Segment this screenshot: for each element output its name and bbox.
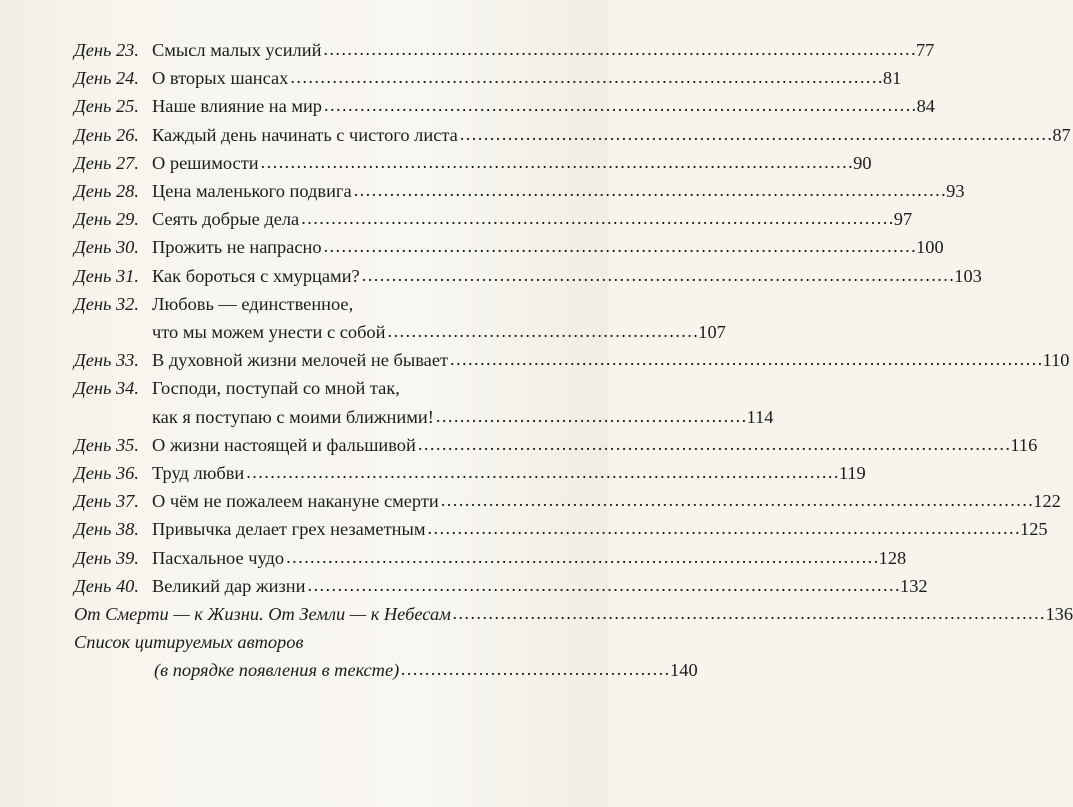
entry-page: 132 bbox=[900, 575, 928, 596]
entry-page: 107 bbox=[698, 322, 726, 343]
toc-entry-day-29 bbox=[74, 205, 913, 233]
entry-title: О решимости bbox=[152, 152, 259, 173]
entry-title: Как бороться с хмурцами? bbox=[152, 265, 360, 286]
toc-entry-day-40 bbox=[74, 572, 928, 600]
leader-dots bbox=[427, 514, 1018, 542]
entry-label: День 28. bbox=[74, 181, 139, 202]
leader-dots bbox=[323, 35, 914, 63]
entry-title: Наше влияние на мир bbox=[152, 96, 323, 117]
leader-dots bbox=[460, 120, 1051, 148]
leader-dots bbox=[441, 486, 1032, 514]
toc-entry-day-26 bbox=[74, 121, 1071, 149]
leader-dots bbox=[362, 261, 953, 289]
entry-page: 114 bbox=[746, 406, 774, 427]
entry-page: 93 bbox=[946, 181, 965, 202]
entry-label: День 33. bbox=[74, 350, 139, 371]
toc-entry-day-36 bbox=[74, 459, 866, 487]
leader-dots bbox=[286, 543, 877, 571]
entry-page: 77 bbox=[915, 40, 935, 60]
entry-page: 87 bbox=[1052, 124, 1071, 145]
toc-entry-appendix bbox=[74, 628, 698, 684]
closing-title: От Смерти — к Жизни. От Земли — к Небесам bbox=[74, 604, 451, 625]
toc-entry-day-32 bbox=[74, 290, 726, 346]
entry-page: 116 bbox=[1010, 434, 1038, 455]
toc-entry-day-27 bbox=[74, 149, 872, 177]
toc-entry-day-35 bbox=[74, 431, 1038, 459]
leader-dots bbox=[301, 204, 892, 232]
entry-title: О жизни настоящей и фальшивой bbox=[152, 434, 416, 455]
entry-label: День 36. bbox=[74, 463, 139, 484]
entry-title-line1: Господи, поступай со мной так, bbox=[152, 378, 400, 399]
entry-label: День 38. bbox=[74, 519, 139, 540]
entry-label: День 27. bbox=[74, 152, 139, 173]
entry-label: День 23. bbox=[74, 40, 139, 60]
entry-label: День 39. bbox=[74, 547, 139, 568]
entry-label: День 40. bbox=[74, 575, 139, 596]
entry-label: День 31. bbox=[74, 265, 139, 286]
table-of-contents bbox=[74, 36, 1073, 685]
entry-page: 84 bbox=[916, 96, 935, 117]
leader-dots bbox=[354, 176, 945, 204]
entry-title-line2: что мы можем унести с собой bbox=[152, 322, 386, 343]
leader-dots bbox=[261, 148, 852, 176]
entry-label: День 32. bbox=[74, 293, 139, 314]
leader-dots bbox=[401, 655, 668, 683]
entry-page: 128 bbox=[878, 547, 907, 568]
appendix-page: 140 bbox=[670, 660, 698, 681]
entry-title-line2: как я поступаю с моими ближними! bbox=[152, 406, 434, 427]
toc-entry-day-37 bbox=[74, 487, 1061, 515]
entry-page: 100 bbox=[916, 237, 944, 258]
toc-entry-day-31 bbox=[74, 262, 982, 290]
entry-page: 97 bbox=[893, 209, 913, 230]
toc-entry-day-39 bbox=[74, 544, 907, 572]
entry-label: День 24. bbox=[74, 68, 139, 89]
toc-entry-day-25 bbox=[74, 92, 935, 120]
entry-label: День 25. bbox=[74, 96, 139, 117]
toc-entry-day-33 bbox=[74, 346, 1070, 374]
entry-label: День 37. bbox=[74, 491, 139, 512]
entry-title: Смысл малых усилий bbox=[152, 40, 322, 60]
entry-title: Пасхальное чудо bbox=[152, 547, 285, 568]
leader-dots bbox=[246, 458, 837, 486]
appendix-title-line2: (в порядке появления в тексте) bbox=[154, 660, 400, 681]
entry-title: Великий дар жизни bbox=[152, 575, 306, 596]
toc-entry-day-30 bbox=[74, 233, 944, 261]
leader-dots bbox=[324, 232, 915, 260]
entry-page: 110 bbox=[1042, 350, 1070, 371]
entry-title: Сеять добрые дела bbox=[152, 209, 300, 230]
toc-entry-day-28 bbox=[74, 177, 965, 205]
leader-dots bbox=[324, 91, 915, 119]
entry-page: 90 bbox=[853, 152, 872, 173]
entry-title: Привычка делает грех незаметным bbox=[152, 519, 426, 540]
toc-entry-day-23 bbox=[74, 36, 935, 64]
entry-label: День 34. bbox=[74, 378, 139, 399]
entry-title: Цена маленького подвига bbox=[152, 181, 352, 202]
entry-label: День 30. bbox=[74, 237, 139, 258]
closing-page: 136 bbox=[1045, 604, 1073, 625]
leader-dots bbox=[436, 402, 745, 430]
entry-label: День 35. bbox=[74, 434, 139, 455]
toc-entry-day-34 bbox=[74, 374, 774, 430]
leader-dots bbox=[453, 599, 1044, 627]
leader-dots bbox=[387, 317, 696, 345]
entry-title: В духовной жизни мелочей не бывает bbox=[152, 350, 449, 371]
toc-entry-day-24 bbox=[74, 64, 902, 92]
entry-title: Каждый день начинать с чистого листа bbox=[152, 124, 458, 145]
entry-title-line1: Любовь — единственное, bbox=[152, 293, 354, 314]
entry-title: О чём не пожалеем накануне смерти bbox=[152, 491, 439, 512]
entry-title: Прожить не напрасно bbox=[152, 237, 322, 258]
entry-title: О вторых шансах bbox=[152, 68, 289, 89]
leader-dots bbox=[290, 63, 881, 91]
toc-entry-closing bbox=[74, 600, 1073, 628]
entry-label: День 26. bbox=[74, 124, 139, 145]
leader-dots bbox=[450, 345, 1041, 373]
leader-dots bbox=[418, 430, 1009, 458]
entry-label: День 29. bbox=[74, 209, 139, 230]
entry-page: 122 bbox=[1033, 491, 1061, 512]
entry-page: 103 bbox=[954, 265, 982, 286]
entry-title: Труд любви bbox=[152, 463, 245, 484]
appendix-title-line1: Список цитируемых авторов bbox=[74, 632, 304, 653]
entry-page: 125 bbox=[1020, 519, 1048, 540]
entry-page: 119 bbox=[838, 463, 866, 484]
leader-dots bbox=[307, 571, 898, 599]
entry-page: 81 bbox=[882, 68, 902, 89]
toc-entry-day-38 bbox=[74, 515, 1048, 543]
